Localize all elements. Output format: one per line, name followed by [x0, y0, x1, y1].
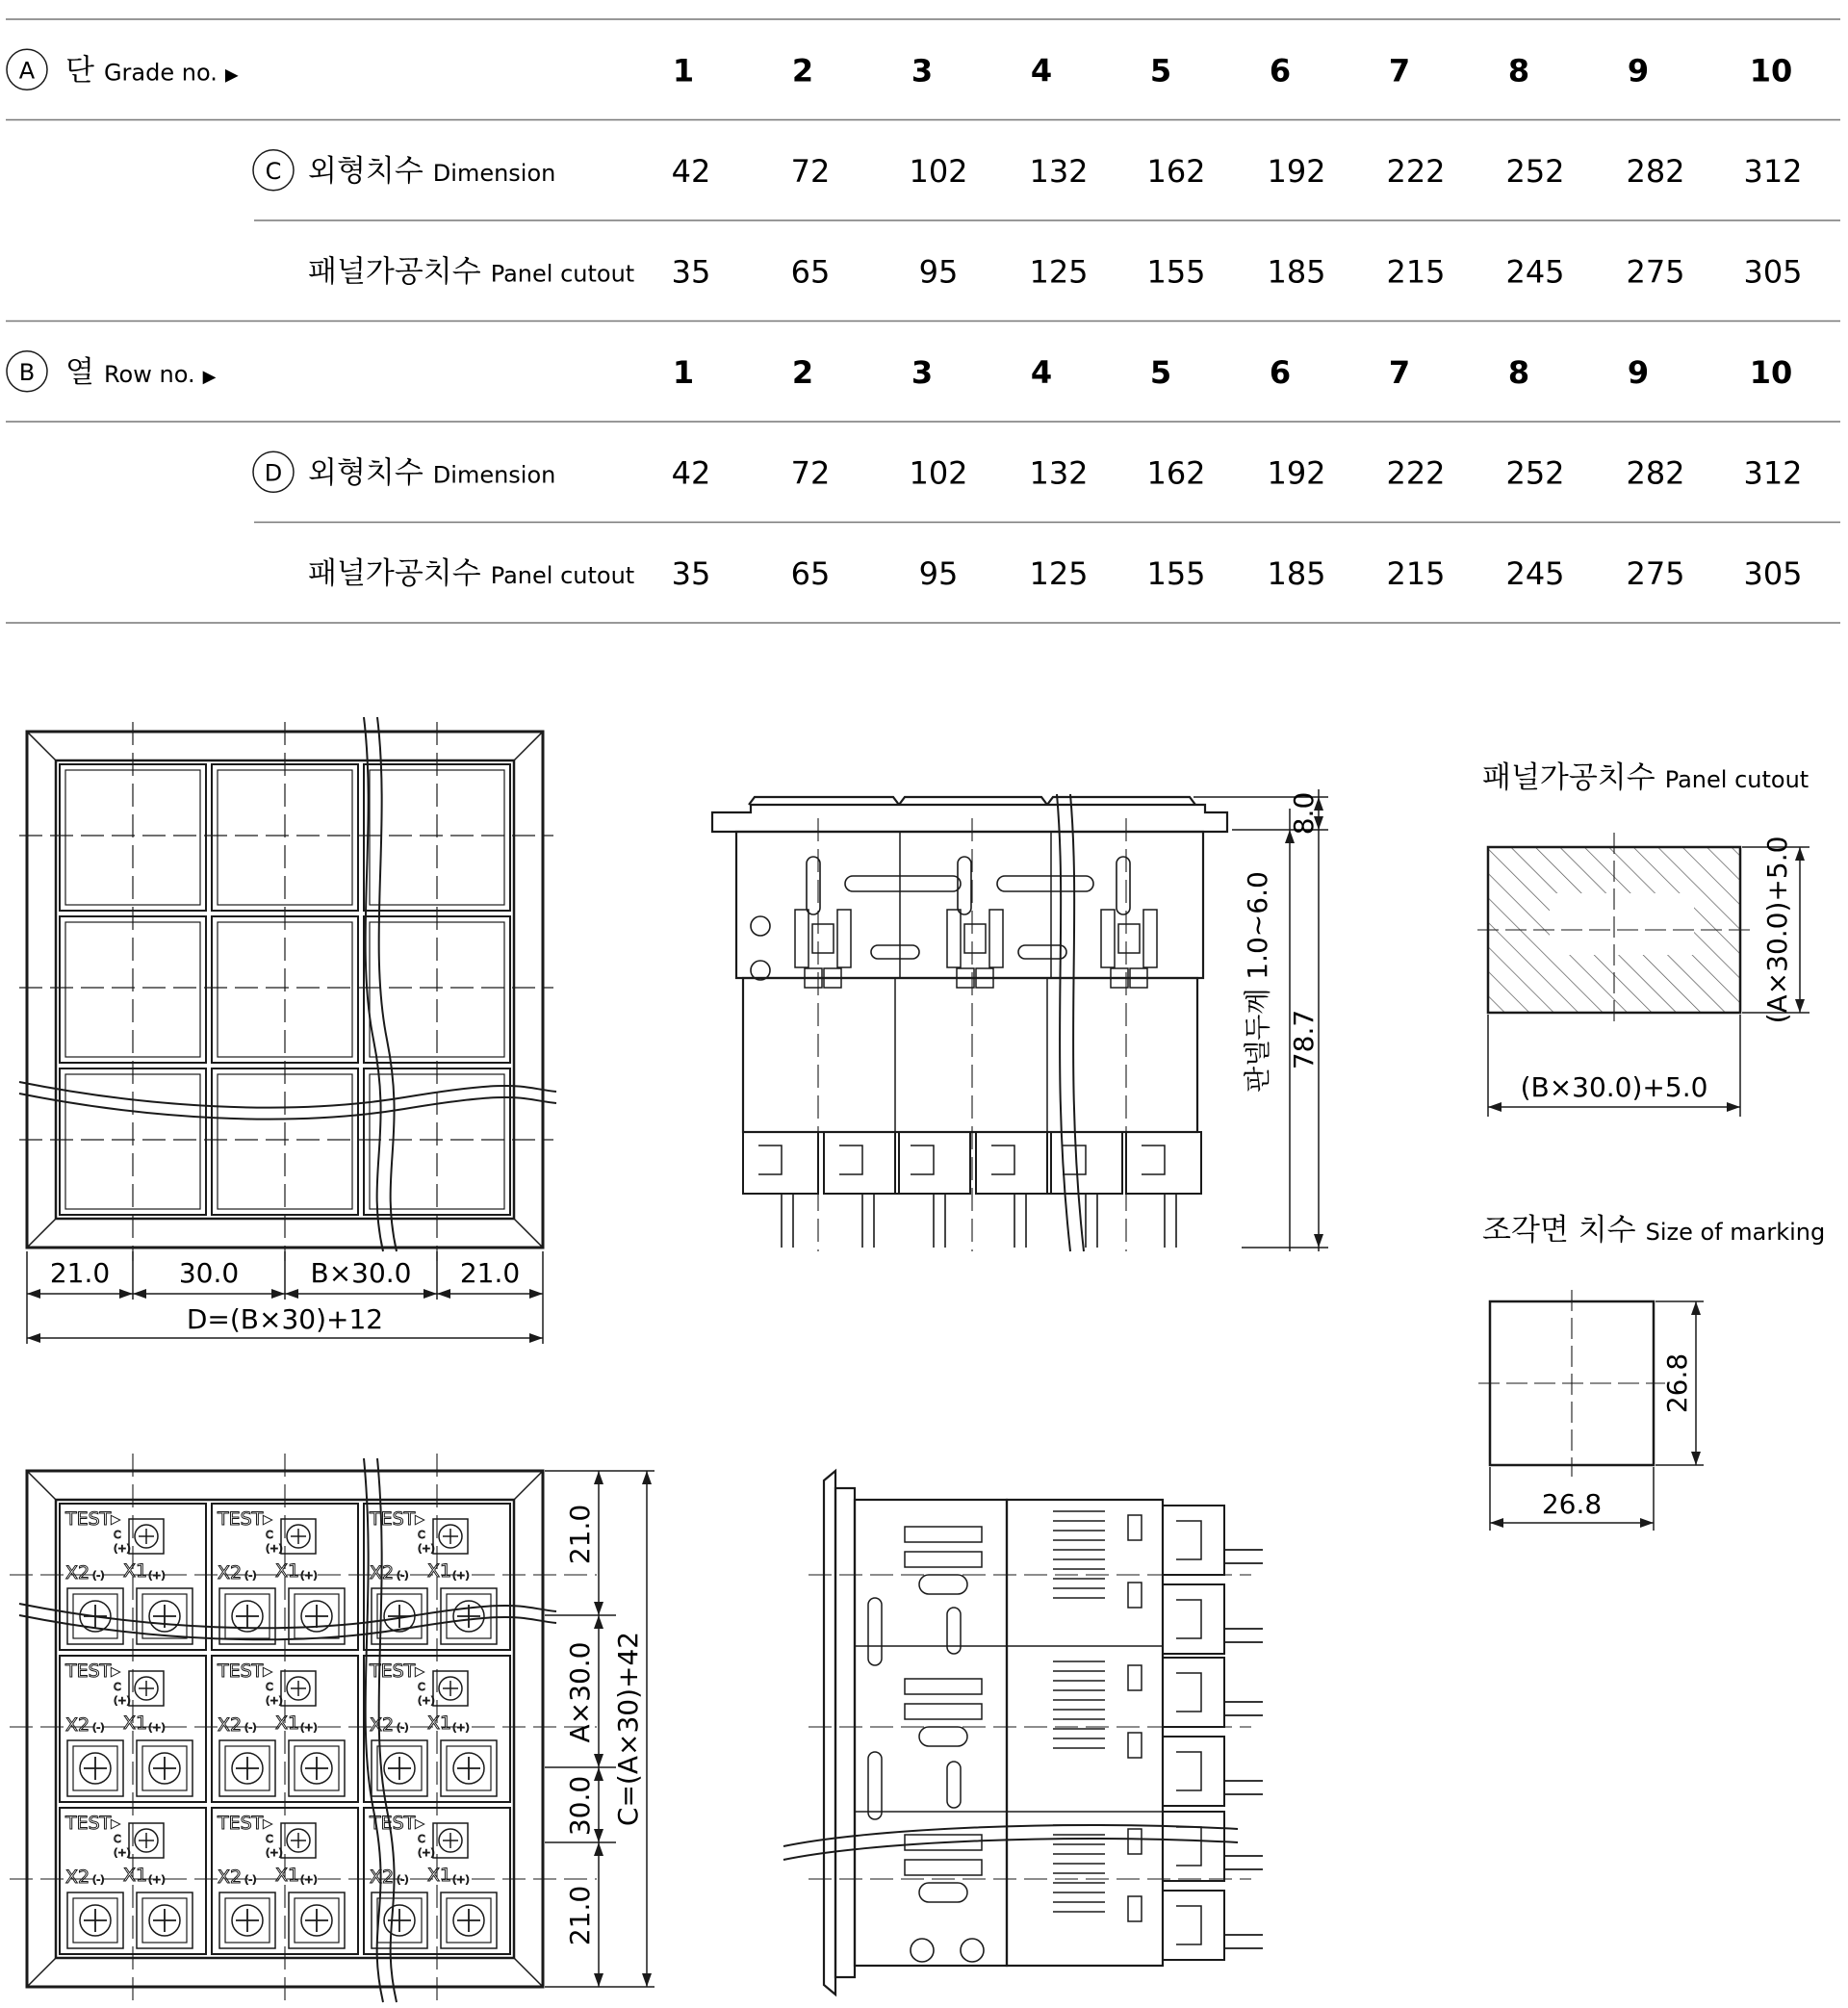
- side-view: [712, 789, 1328, 1251]
- terminal-c-label: C: [266, 1833, 273, 1845]
- table-cell: 125: [1029, 253, 1089, 291]
- side2-terminal-clamp: [1176, 1906, 1201, 1944]
- table-cell: 95: [918, 253, 959, 291]
- front-view: [19, 717, 556, 1344]
- table-cell: 7: [1388, 353, 1411, 391]
- side-terminal-clamp: [991, 1146, 1014, 1174]
- side2-slot: [919, 1575, 967, 1594]
- marking-dim-h: 26.8: [1661, 1352, 1693, 1414]
- table-cell: 215: [1386, 554, 1446, 592]
- rear-dim-bottom: 21.0: [564, 1885, 596, 1946]
- side-terminal: [824, 1132, 899, 1194]
- row-label-ko: 외형치수: [308, 455, 424, 491]
- indicator-window: [1128, 1583, 1142, 1608]
- terminal-c-label: C: [418, 1833, 425, 1845]
- table-cell: 245: [1505, 554, 1565, 592]
- terminal-x1-label: X1: [123, 1712, 148, 1734]
- terminal-c-label: C: [114, 1833, 121, 1845]
- row-label-en: Panel cutout: [490, 260, 635, 288]
- front-dim-right: 21.0: [459, 1257, 521, 1289]
- screw-slot: [84, 1757, 107, 1780]
- terminal-x2-label: X2: [65, 1866, 90, 1888]
- screw-slot: [139, 1833, 154, 1848]
- terminal-plus-label: (+): [148, 1569, 166, 1582]
- panel-cutout-title: 패널가공치수 Panel cutout: [1482, 760, 1810, 795]
- screw-slot: [457, 1909, 480, 1932]
- terminal-test-label: TEST▸: [370, 1813, 424, 1834]
- side2-terminal: [1163, 1584, 1224, 1654]
- terminal-test-label: TEST▸: [65, 1508, 120, 1530]
- panel-cutout-dim-h: (A×30.0)+5.0: [1761, 836, 1793, 1024]
- terminal-plus-label: (+): [452, 1873, 470, 1886]
- table-cell: 215: [1386, 253, 1446, 291]
- terminal-minus-label: (-): [92, 1721, 105, 1734]
- row-label-ko: 열: [65, 354, 94, 390]
- table-row: [7, 351, 1792, 392]
- side2-terminal: [1163, 1658, 1224, 1727]
- terminal-minus-label: (-): [397, 1569, 409, 1582]
- table-cell: 5: [1149, 52, 1172, 90]
- side-clip: [837, 910, 851, 967]
- terminal-x1-label: X1: [275, 1865, 300, 1886]
- terminal-test-label: TEST▸: [218, 1660, 272, 1682]
- terminal-test-label: TEST▸: [370, 1508, 424, 1530]
- terminal-c-label: C: [114, 1529, 121, 1541]
- table-cell: 192: [1267, 152, 1326, 190]
- table-cell: 282: [1626, 152, 1685, 190]
- terminal-test-label: TEST▸: [65, 1660, 120, 1682]
- screw-slot: [139, 1681, 154, 1696]
- terminal-x1-label: X1: [427, 1712, 452, 1734]
- table-cell: 2: [791, 52, 814, 90]
- front-dim-cell: 30.0: [178, 1257, 240, 1289]
- screw-slot: [84, 1909, 107, 1932]
- terminal-x1-label: X1: [427, 1560, 452, 1582]
- table-cell: 9: [1627, 353, 1650, 391]
- terminal-minus-label: (-): [397, 1721, 409, 1734]
- side-clip: [989, 910, 1003, 967]
- terminal-plus-label: (+): [114, 1694, 131, 1707]
- terminal-test-label: TEST▸: [370, 1660, 424, 1682]
- terminal-plus-label: (+): [300, 1569, 318, 1582]
- table-row: [253, 150, 1803, 191]
- table-cell: 222: [1386, 454, 1446, 492]
- table-cell: 305: [1743, 253, 1803, 291]
- screw-slot: [388, 1757, 411, 1780]
- rear-view: [10, 1454, 654, 2002]
- table-cell: 282: [1626, 454, 1685, 492]
- screw-slot: [139, 1529, 154, 1544]
- table-cell: 5: [1149, 353, 1172, 391]
- screw-slot: [443, 1833, 458, 1848]
- indicator-window: [1128, 1515, 1142, 1540]
- row-label: [308, 556, 634, 591]
- side-clip: [795, 910, 808, 967]
- table-row: [308, 555, 1803, 592]
- terminal-x2-label: X2: [218, 1562, 243, 1583]
- terminal-x1-label: X1: [275, 1560, 300, 1582]
- terminal-minus-label: (-): [397, 1873, 409, 1886]
- side-terminal: [743, 1132, 818, 1194]
- side2-rail: [905, 1527, 982, 1542]
- table-cell: 65: [790, 554, 831, 592]
- terminal-plus-label: (+): [418, 1846, 435, 1859]
- side-dim-panel: 판넬두께 1.0~6.0: [1242, 871, 1273, 1093]
- table-cell: 72: [790, 454, 831, 492]
- table-cell: 245: [1505, 253, 1565, 291]
- terminal-plus-label: (+): [266, 1694, 283, 1707]
- side2-rail: [905, 1552, 982, 1567]
- indicator-window: [1128, 1896, 1142, 1921]
- table-cell: 305: [1743, 554, 1803, 592]
- table-cell: 10: [1749, 52, 1793, 90]
- table-cell: 95: [918, 554, 959, 592]
- terminal-x1-label: X1: [275, 1712, 300, 1734]
- row-badge: C: [265, 157, 282, 185]
- table-cell: 3: [911, 353, 934, 391]
- rear-dim-top: 21.0: [564, 1504, 596, 1565]
- terminal-plus-label: (+): [266, 1542, 283, 1555]
- side2-terminal-clamp: [1176, 1827, 1201, 1866]
- screw-slot: [291, 1681, 306, 1696]
- rear-dim-a: A×30.0: [564, 1641, 596, 1743]
- technical-drawings: [0, 635, 1848, 2008]
- screw-slot: [457, 1757, 480, 1780]
- side2-slot: [947, 1608, 961, 1654]
- terminal-x2-label: X2: [370, 1866, 395, 1888]
- table-cell: 312: [1743, 454, 1803, 492]
- screw-slot: [236, 1909, 259, 1932]
- side2-rail: [905, 1704, 982, 1719]
- terminal-plus-label: (+): [148, 1721, 166, 1734]
- front-dim-b: B×30.0: [310, 1257, 412, 1289]
- terminal-c-label: C: [266, 1529, 273, 1541]
- side-clip: [947, 910, 961, 967]
- side2-terminal: [1163, 1737, 1224, 1806]
- table-cell: 275: [1626, 554, 1685, 592]
- side2-slot: [919, 1883, 967, 1902]
- row-label-ko: 외형치수: [308, 153, 424, 189]
- side2-terminal-clamp: [1176, 1521, 1201, 1559]
- side2-slot: [868, 1752, 882, 1819]
- table-cell: 1: [672, 353, 695, 391]
- table-cell: 222: [1386, 152, 1446, 190]
- terminal-minus-label: (-): [92, 1873, 105, 1886]
- panel-cutout-dim-w: (B×30.0)+5.0: [1520, 1071, 1708, 1103]
- side2-terminal-clamp: [1176, 1673, 1201, 1712]
- table-cell: 72: [790, 152, 831, 190]
- side2-terminal-clamp: [1176, 1752, 1201, 1790]
- table-cell: 8: [1507, 353, 1530, 391]
- terminal-c-label: C: [266, 1681, 273, 1693]
- terminal-x1-label: X1: [427, 1865, 452, 1886]
- table-cell: 6: [1269, 353, 1292, 391]
- table-cell: 132: [1029, 152, 1089, 190]
- side-clip-center: [1118, 924, 1140, 953]
- marking-title: 조각면 치수 Size of marking: [1482, 1213, 1826, 1248]
- row-label-en: Grade no.: [103, 59, 218, 87]
- screw-slot: [443, 1529, 458, 1544]
- terminal-x2-label: X2: [65, 1562, 90, 1583]
- side-terminal-clamp: [1142, 1146, 1165, 1174]
- table-cell: 4: [1030, 353, 1053, 391]
- row-badge: D: [264, 459, 283, 487]
- side2-rail: [905, 1860, 982, 1875]
- terminal-test-label: TEST▸: [218, 1813, 272, 1834]
- side2-terminal: [1163, 1891, 1224, 1960]
- row-label: [65, 355, 217, 390]
- terminal-minus-label: (-): [244, 1721, 257, 1734]
- side2-slot: [919, 1727, 967, 1746]
- side-terminal: [1047, 1132, 1122, 1194]
- terminal-x2-label: X2: [218, 1714, 243, 1736]
- side-terminal-clamp: [1063, 1146, 1086, 1174]
- row-label-en: Dimension: [432, 159, 556, 187]
- table-cell: 102: [909, 454, 968, 492]
- screw-slot: [291, 1833, 306, 1848]
- marking-dim-w: 26.8: [1541, 1488, 1603, 1520]
- screw-slot: [305, 1757, 328, 1780]
- row-label-en: Dimension: [432, 461, 556, 489]
- table-cell: 4: [1030, 52, 1053, 90]
- rear-dim-total: C=(A×30)+42: [612, 1631, 644, 1827]
- table-cell: 35: [671, 554, 711, 592]
- screw-slot: [305, 1909, 328, 1932]
- rear-dim-cell: 30.0: [564, 1775, 596, 1837]
- side2-slot: [868, 1598, 882, 1665]
- table-cell: 9: [1627, 52, 1650, 90]
- terminal-x2-label: X2: [65, 1714, 90, 1736]
- terminal-x2-label: X2: [370, 1562, 395, 1583]
- side-view-rotated: [783, 1471, 1263, 1995]
- indicator-window: [1128, 1829, 1142, 1854]
- table-cell: 10: [1749, 353, 1793, 391]
- screw-slot: [305, 1605, 328, 1628]
- grade-row-table: [0, 0, 1848, 635]
- terminal-x2-label: X2: [370, 1714, 395, 1736]
- screw-slot: [236, 1757, 259, 1780]
- side-terminal-clamp: [911, 1146, 934, 1174]
- terminal-test-label: TEST▸: [218, 1508, 272, 1530]
- side-terminal-clamp: [758, 1146, 782, 1174]
- terminal-x2-label: X2: [218, 1866, 243, 1888]
- front-dim-total: D=(B×30)+12: [186, 1303, 384, 1335]
- table-cell: 192: [1267, 454, 1326, 492]
- row-badge: A: [18, 57, 36, 85]
- table-row: [7, 49, 1792, 90]
- row-label: [308, 254, 634, 289]
- table-cell: 312: [1743, 152, 1803, 190]
- screw-slot: [236, 1605, 259, 1628]
- table-cell: 155: [1146, 554, 1206, 592]
- side2-terminal-clamp: [1176, 1600, 1201, 1638]
- front-dim-left: 21.0: [49, 1257, 111, 1289]
- screw-slot: [443, 1681, 458, 1696]
- table-cell: 155: [1146, 253, 1206, 291]
- row-label: [65, 53, 239, 88]
- table-cell: 8: [1507, 52, 1530, 90]
- terminal-plus-label: (+): [114, 1846, 131, 1859]
- row-arrow: ▶: [224, 64, 239, 86]
- row-label: [308, 154, 555, 189]
- table-cell: 2: [791, 353, 814, 391]
- table-cell: 125: [1029, 554, 1089, 592]
- terminal-plus-label: (+): [148, 1873, 166, 1886]
- table-cell: 35: [671, 253, 711, 291]
- terminal-plus-label: (+): [452, 1569, 470, 1582]
- indicator-window: [1128, 1733, 1142, 1758]
- terminal-plus-label: (+): [418, 1694, 435, 1707]
- table-cell: 42: [671, 152, 711, 190]
- side2-terminal: [1163, 1506, 1224, 1575]
- side2-slot: [947, 1762, 961, 1808]
- terminal-x1-label: X1: [123, 1560, 148, 1582]
- table-cell: 42: [671, 454, 711, 492]
- table-row: [308, 253, 1803, 290]
- screw-slot: [291, 1529, 306, 1544]
- row-arrow: ▶: [202, 366, 217, 387]
- row-label-en: Row no.: [103, 360, 195, 388]
- table-cell: 7: [1388, 52, 1411, 90]
- row-label: [308, 455, 555, 490]
- side-terminal: [895, 1132, 970, 1194]
- terminal-test-label: TEST▸: [65, 1813, 120, 1834]
- terminal-minus-label: (-): [244, 1873, 257, 1886]
- table-row: [253, 451, 1803, 492]
- table-cell: 185: [1267, 554, 1326, 592]
- table-cell: 6: [1269, 52, 1292, 90]
- row-label-en: Panel cutout: [490, 561, 635, 589]
- side-clip-center: [964, 924, 986, 953]
- table-cell: 102: [909, 152, 968, 190]
- side2-terminal: [1163, 1812, 1224, 1881]
- side2-rail: [905, 1679, 982, 1694]
- terminal-plus-label: (+): [452, 1721, 470, 1734]
- terminal-minus-label: (-): [92, 1569, 105, 1582]
- terminal-minus-label: (-): [244, 1569, 257, 1582]
- row-label-ko: 패널가공치수: [308, 555, 481, 591]
- terminal-c-label: C: [114, 1681, 121, 1693]
- table-cell: 1: [672, 52, 695, 90]
- row-badge: B: [18, 358, 36, 386]
- table-cell: 132: [1029, 454, 1089, 492]
- row-label-ko: 패널가공치수: [308, 254, 481, 290]
- side-terminal: [976, 1132, 1051, 1194]
- side-clip: [1143, 910, 1157, 967]
- terminal-plus-label: (+): [300, 1721, 318, 1734]
- table-cell: 162: [1146, 454, 1206, 492]
- side-dim-top: 8.0: [1288, 791, 1320, 836]
- table-cell: 252: [1505, 152, 1565, 190]
- side-clip-center: [812, 924, 834, 953]
- terminal-c-label: C: [418, 1681, 425, 1693]
- table-cell: 3: [911, 52, 934, 90]
- screw-slot: [153, 1909, 176, 1932]
- side-dim-depth: 78.7: [1288, 1009, 1320, 1070]
- terminal-plus-label: (+): [266, 1846, 283, 1859]
- screw-slot: [153, 1757, 176, 1780]
- side-terminal-clamp: [839, 1146, 862, 1174]
- terminal-plus-label: (+): [418, 1542, 435, 1555]
- side-terminal: [1126, 1132, 1201, 1194]
- table-cell: 275: [1626, 253, 1685, 291]
- terminal-c-label: C: [418, 1529, 425, 1541]
- row-label-ko: 단: [65, 53, 94, 89]
- table-cell: 65: [790, 253, 831, 291]
- terminal-plus-label: (+): [114, 1542, 131, 1555]
- terminal-x1-label: X1: [123, 1865, 148, 1886]
- side-clip: [1101, 910, 1115, 967]
- terminal-plus-label: (+): [300, 1873, 318, 1886]
- table-cell: 185: [1267, 253, 1326, 291]
- table-cell: 252: [1505, 454, 1565, 492]
- indicator-window: [1128, 1665, 1142, 1690]
- table-cell: 162: [1146, 152, 1206, 190]
